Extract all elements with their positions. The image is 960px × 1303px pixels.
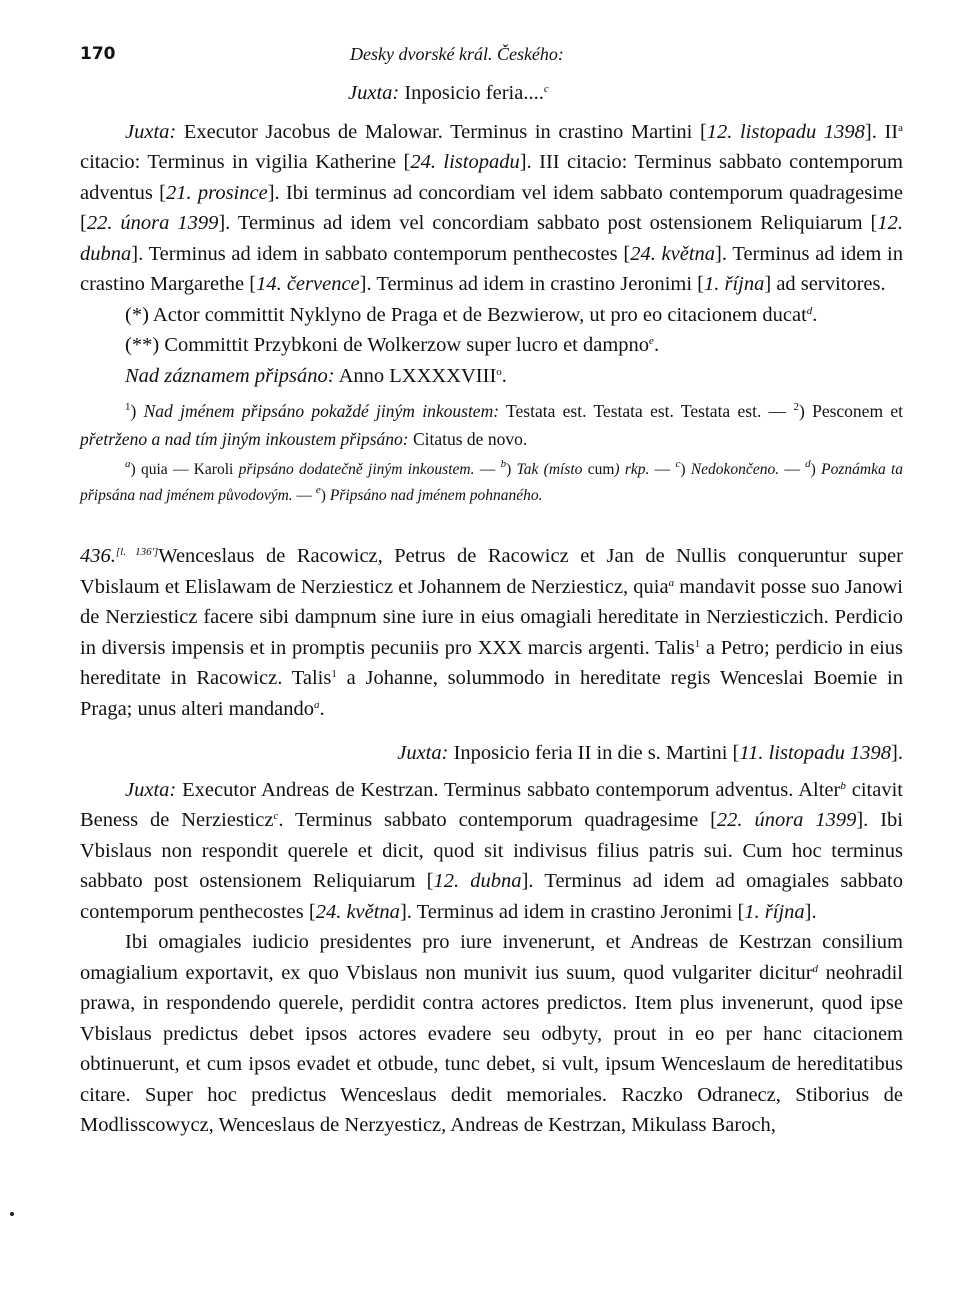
entry-436-paragraph-1: 436.[l. 136']Wenceslaus de Racowicz, Petrus de Racowicz et Jan de Nullis conqueruntur super Vbislaum et Elislawam de Nerziesticz et Johannem de Nerziesticz, quia$^a$ mandavit posse suo Janowi de Nerziesticz facere sibi dampnum sine iure in eius omagiali hereditate in Nerziesticzich. Perdicio in diversis impensis et in promptis pecuniis pro XXX marcis argenti. Talis$^1$ a Petro; perdicio in eius hereditate in Racowicz. Talis$^1$ a Johanne, solummodo in hereditate regis Wenceslai Boemie in Praga; unus alteri mandando$^a$.	[80, 545, 903, 720]
numbered-notes: $^1$) Nad jménem připsáno pokaždé jiným inkoustem: Testata est. Testata est. Testata est. — $^2$) Pesconem et přetrženo a nad tím jiným inkoustem připsáno: Citatus de novo.	[80, 401, 903, 449]
margin-mark	[10, 1212, 14, 1216]
running-header	[80, 40, 903, 78]
document-page	[80, 40, 903, 1141]
running-title: Desky dvorské král. Českého:	[350, 44, 564, 64]
folio-reference: [l. 136']	[115, 546, 159, 558]
entry-435-paragraph-2: (*) Actor committit Nyklyno de Praga et de Bezwierow, ut pro eo citacionem ducat$^d$.	[125, 303, 818, 326]
entry-number: 436.	[80, 545, 116, 567]
entry-435-paragraph-4: Nad záznamem připsáno: Anno LXXXXVIII$^o$.	[125, 364, 507, 387]
entry-435-paragraph-3: (**) Committit Przybkoni de Wolkerzow super lucro et dampno$^e$.	[125, 334, 660, 356]
entry-436-paragraph-3: Ibi omagiales iudicio presidentes pro iure invenerunt, et Andreas de Kestrzan consilium omagialium exportavit, ex quo Vbislaus non munivit ius suum, quod vulgariter dicitur$^d$ neohradil prawa, in respondendo querele, perdidit contra actores predictos. Item plus invenerunt, quod ipse Vbislaus predictus debet ipsos actores evadere seu odbyty, prout in eo per hanc citacionem obtinuerunt, et cum ipsos evadet et otbude, tunc debet, si vult, ipsum Wenceslaum de hereditatibus citare. Super hoc predictus Wenceslaus dedit memoriales. Raczko Odranecz, Stiborius de Modlisscowycz, Wenceslaus de Nerzyesticz, Andreas de Kestrzan, Mikulass Baroch,	[80, 931, 903, 1136]
page-number: 170	[80, 44, 116, 64]
section-gap	[80, 509, 903, 541]
entry-435-paragraph-1: Juxta: Executor Jacobus de Malowar. Terminus in crastino Martini [12. listopadu 1398]. $II^a$ citacio: Terminus in vigilia Katherine [24. listopadu]. III citacio: Terminus sabbato contemporum adventus [21. prosince]. Ibi terminus ad concordiam vel idem sabbato contemporum quadragesime [22. února 1399]. Terminus ad idem vel concordiam sabbato post ostensionem Reliquiarum [12. dubna]. Terminus ad idem in sabbato contemporum penthecostes [24. května]. Terminus ad idem in crastino Margarethe [14. července]. Terminus ad idem in crastino Jeronimi [1. října] ad servitores.	[80, 120, 904, 295]
letter-footnotes: $^a$) quia — Karoli připsáno dodatečně jiným inkoustem. — $^b$) Tak (místo cum) rkp. — $^c$) Nedokončeno. — $^d$) Poznámka ta připsána nad jménem původovým. — $^e$) Připsáno nad jménem pohnaného.	[80, 458, 904, 504]
juxta-heading: Juxta: Inposicio feria....$^c$	[348, 82, 549, 104]
entry-436-paragraph-2: Juxta: Executor Andreas de Kestrzan. Terminus sabbato contemporum adventus. Alter$^b$ citavit Beness de Nerziesticz$^c$. Terminus sabbato contemporum quadragesime [22. února 1399]. Ibi Vbislaus non respondit querele et dicit, quod sit indivisus filius patris sui. Cum hoc terminus sabbato post ostensionem Reliquiarum [12. dubna]. Terminus ad idem ad omagiales sabbato contemporum penthecostes [24. května]. Terminus ad idem in crastino Jeronimi [1. října].	[80, 778, 904, 923]
entry-436-juxta: Juxta: Inposicio feria II in die s. Martini [11. listopadu 1398].	[397, 742, 903, 764]
